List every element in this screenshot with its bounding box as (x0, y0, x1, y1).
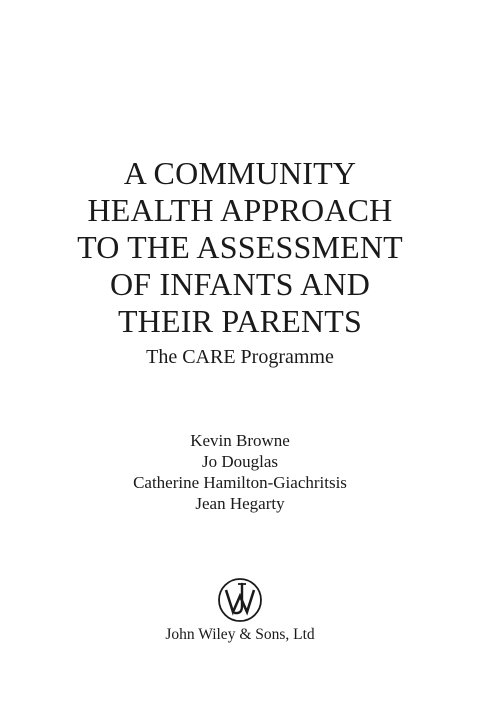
author-list (0, 430, 480, 514)
title-line: HEALTH APPROACH (87, 192, 393, 228)
book-title (0, 155, 480, 340)
wiley-wj-logo-icon (216, 576, 264, 624)
author-name: Catherine Hamilton-Giachritsis (133, 473, 347, 492)
book-subtitle: The CARE Programme (146, 346, 334, 368)
author-name: Jean Hegarty (195, 494, 285, 513)
title-line: OF INFANTS AND (109, 266, 371, 302)
title-line: TO THE ASSESSMENT (77, 229, 403, 265)
publisher-name: John Wiley & Sons, Ltd (165, 626, 315, 643)
title-line: THEIR PARENTS (117, 303, 363, 339)
title-line: A COMMUNITY (123, 155, 357, 191)
author-name: Kevin Browne (190, 431, 290, 450)
author-name: Jo Douglas (201, 452, 279, 471)
